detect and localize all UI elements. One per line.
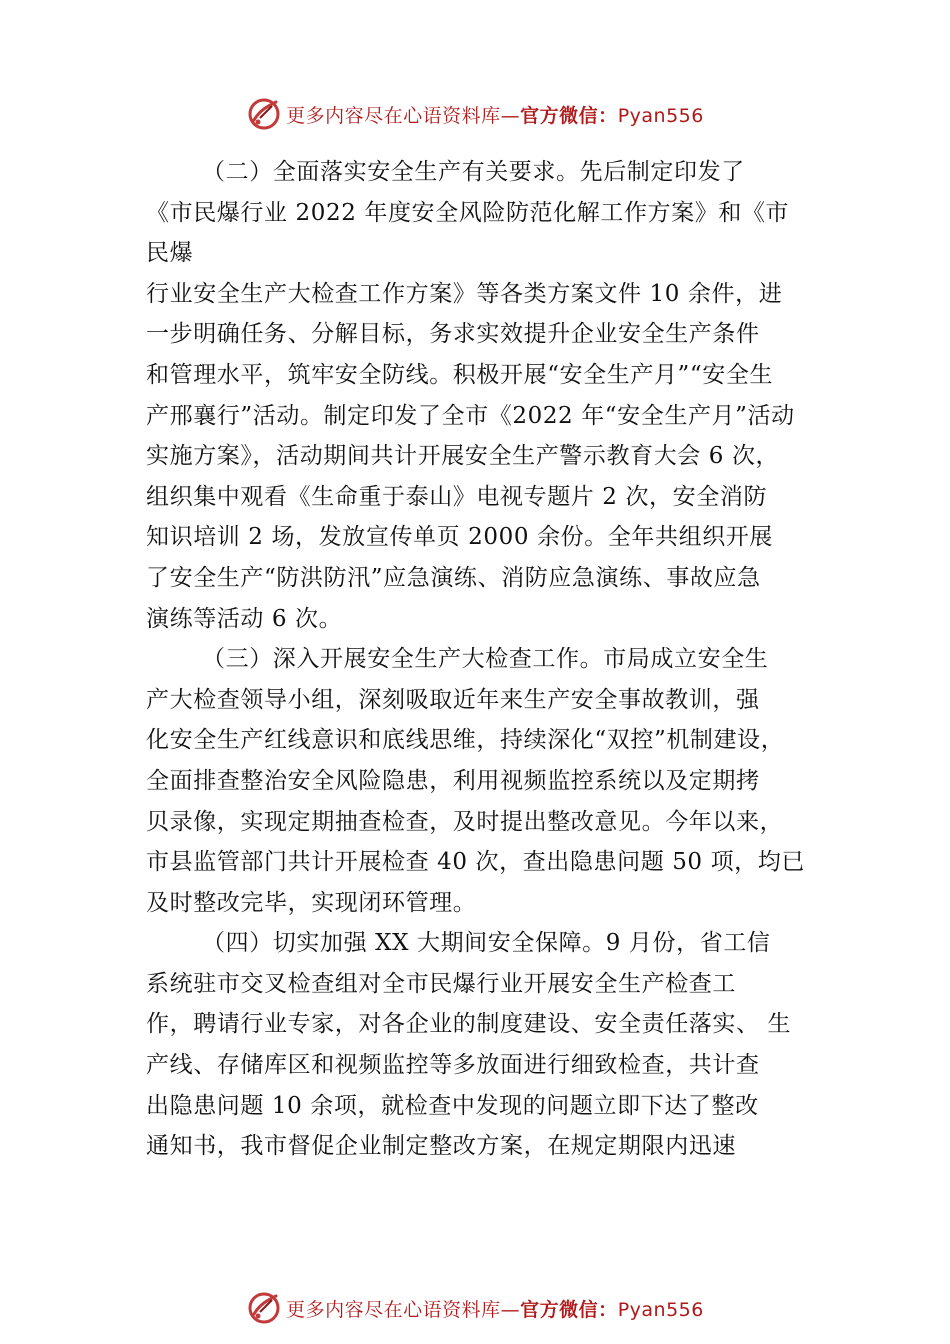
footer-dash: — [500,1298,521,1321]
paragraph-line: 贝录像，实现定期抽查检查，及时提出整改意见。今年以来， [146,808,784,835]
paragraph-line: 出隐患问题 10 余项，就检查中发现的问题立即下达了整改 [146,1092,759,1119]
paragraph-line: 《市民爆行业 2022 年度安全风险防范化解工作方案》和《市 [146,199,790,226]
paragraph-line: 知识培训 2 场，发放宣传单页 2000 余份。全年共组织开展 [146,524,774,551]
footer-banner [0,1286,950,1330]
footer-site-text: 更多内容尽在心语资料库 [286,1298,501,1321]
paragraph-line: 一步明确任务、分解目标，务求实效提升企业安全生产条件 [146,321,760,348]
paragraph-line: 全面排查整治安全风险隐患，利用视频监控系统以及定期拷 [146,767,760,794]
header-banner-text [286,101,704,128]
paragraph-line: （三）深入开展安全生产大检查工作。市局成立安全生 [202,646,769,673]
header-banner [0,92,950,136]
paragraph-line: 组织集中观看《生命重于泰山》电视专题片 2 次，安全消防 [146,483,768,510]
header-wechat-id: Pyan556 [617,104,704,127]
paragraph-line: 行业安全生产大检查工作方案》等各类方案文件 10 余件，进 [146,280,783,307]
paragraph-line: 了安全生产“防洪防汛”应急演练、消防应急演练、事故应急 [146,564,761,591]
paragraph-line: 产大检查领导小组，深刻吸取近年来生产安全事故教训，强 [146,686,760,713]
paragraph-line: 作，聘请行业专家，对各企业的制度建设、安全责任落实、 生 [146,1011,792,1038]
footer-wechat-id: Pyan556 [617,1298,704,1321]
paragraph-line: 系统驻市交叉检查组对全市民爆行业开展安全生产检查工 [146,970,736,997]
paragraph-line: 产线、存储库区和视频监控等多放面进行细致检查，共计查 [146,1052,760,1079]
paragraph-line: 市县监管部门共计开展检查 40 次，查出隐患问题 50 项，均已 [146,849,805,876]
header-dash: — [500,104,521,127]
paragraph-line: 实施方案》，活动期间共计开展安全生产警示教育大会 6 次， [146,443,780,470]
paragraph-line: 及时整改完毕，实现闭环管理。 [146,889,477,916]
paragraph-line: 通知书，我市督促企业制定整改方案，在规定期限内迅速 [146,1133,736,1160]
document-body [146,152,818,1167]
paragraph-line: 民爆 [146,240,194,267]
footer-wechat-label: 官方微信： [520,1298,618,1321]
paragraph-line: 演练等活动 6 次。 [146,605,343,632]
paragraph-line: 化安全生产红线意识和底线思维，持续深化“双控”机制建设， [146,727,785,754]
header-site-text: 更多内容尽在心语资料库 [286,104,501,127]
pen-swirl-logo-icon [246,96,282,132]
paragraph-line: （二）全面落实安全生产有关要求。先后制定印发了 [202,159,745,185]
paragraph-line: 和管理水平，筑牢安全防线。积极开展“安全生产月”“安全生 [146,361,774,388]
header-wechat-label: 官方微信： [520,104,618,127]
pen-swirl-logo-icon [246,1290,282,1326]
footer-banner-text [286,1295,704,1322]
paragraph-line: 产邢襄行”活动。制定印发了全市《2022 年“安全生产月”活动 [146,402,795,429]
paragraph-line: （四）切实加强 XX 大期间安全保障。9 月份，省工信 [202,930,771,957]
